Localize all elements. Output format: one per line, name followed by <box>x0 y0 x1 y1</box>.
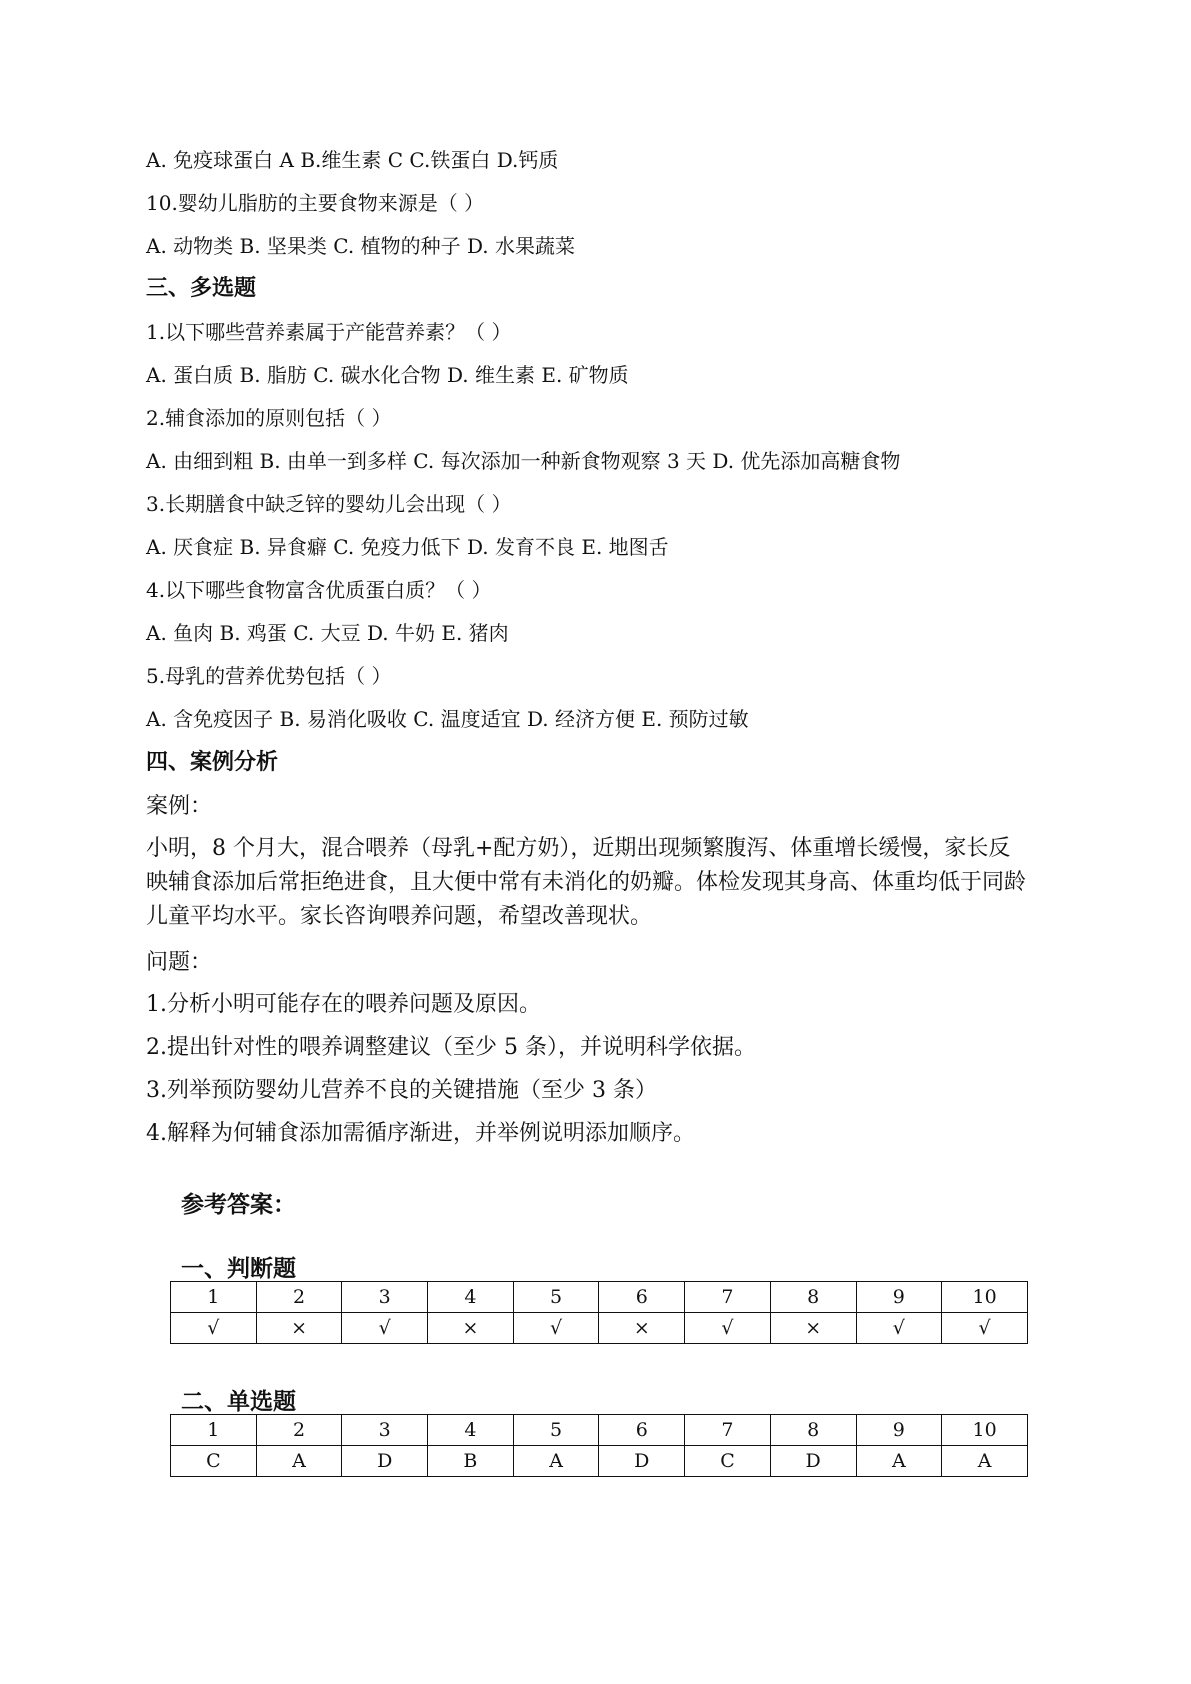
table-cell: 7 <box>685 1415 771 1446</box>
table-cell: 2 <box>256 1282 342 1313</box>
q10-options: A. 动物类 B. 坚果类 C. 植物的种子 D. 水果蔬菜 <box>146 234 575 258</box>
mc-q1: 1.以下哪些营养素属于产能营养素？（ ） <box>146 320 512 344</box>
table-cell: D <box>342 1446 428 1477</box>
table-cell: 3 <box>342 1415 428 1446</box>
table-row <box>171 1282 1028 1313</box>
mc-q3-options: A. 厌食症 B. 异食癖 C. 免疫力低下 D. 发育不良 E. 地图舌 <box>146 535 669 559</box>
judge-answers-table <box>170 1281 1028 1344</box>
table-cell: 1 <box>171 1415 257 1446</box>
table-cell: A <box>513 1446 599 1477</box>
table-cell: √ <box>342 1313 428 1344</box>
table-cell: 6 <box>599 1415 685 1446</box>
table-cell: × <box>256 1313 342 1344</box>
table-row <box>171 1446 1028 1477</box>
mc-q1-options: A. 蛋白质 B. 脂肪 C. 碳水化合物 D. 维生素 E. 矿物质 <box>146 363 629 387</box>
table-row <box>171 1313 1028 1344</box>
table-cell: 4 <box>428 1282 514 1313</box>
table-cell: 5 <box>513 1282 599 1313</box>
table-cell: D <box>599 1446 685 1477</box>
table-cell: 10 <box>942 1282 1028 1313</box>
table-cell: 7 <box>685 1282 771 1313</box>
table-cell: B <box>428 1446 514 1477</box>
question-label: 问题： <box>146 950 213 975</box>
table-cell: × <box>599 1313 685 1344</box>
case-question-2: 2.提出针对性的喂养调整建议（至少 5 条），并说明科学依据。 <box>146 1035 756 1060</box>
table-cell: √ <box>171 1313 257 1344</box>
table-cell: 3 <box>342 1282 428 1313</box>
table-cell: A <box>856 1446 942 1477</box>
table-cell: C <box>685 1446 771 1477</box>
table-cell: 9 <box>856 1415 942 1446</box>
table-cell: A <box>942 1446 1028 1477</box>
table-cell: 8 <box>770 1415 856 1446</box>
mc-q5-options: A. 含免疫因子 B. 易消化吸收 C. 温度适宜 D. 经济方便 E. 预防过敏 <box>146 707 749 731</box>
mc-q2: 2.辅食添加的原则包括（ ） <box>146 406 392 430</box>
case-question-3: 3.列举预防婴幼儿营养不良的关键措施（至少 3 条） <box>146 1078 657 1103</box>
q10-question: 10.婴幼儿脂肪的主要食物来源是（ ） <box>146 191 485 215</box>
case-question-4: 4.解释为何辅食添加需循序渐进，并举例说明添加顺序。 <box>146 1121 695 1146</box>
section-3-heading: 三、多选题 <box>146 276 257 301</box>
table-cell: 4 <box>428 1415 514 1446</box>
table-cell: × <box>770 1313 856 1344</box>
table-cell: 8 <box>770 1282 856 1313</box>
table-cell: 5 <box>513 1415 599 1446</box>
table-cell: √ <box>513 1313 599 1344</box>
case-label: 案例： <box>146 794 213 819</box>
mc-q2-options: A. 由细到粗 B. 由单一到多样 C. 每次添加一种新食物观察 3 天 D. 优先添加高糖食物 <box>146 449 901 473</box>
mc-q4: 4.以下哪些食物富含优质蛋白质？（ ） <box>146 578 492 602</box>
mc-q3: 3.长期膳食中缺乏锌的婴幼儿会出现（ ） <box>146 492 512 516</box>
q9-options: A. 免疫球蛋白 A B.维生素 C C.铁蛋白 D.钙质 <box>146 148 559 172</box>
case-text: 小明，8 个月大，混合喂养（母乳+配方奶），近期出现频繁腹泻、体重增长缓慢，家长反映辅食添加后常拒绝进食，且大便中常有未消化的奶瓣。体检发现其身高、体重均低于同龄儿童平均水平。家长咨询喂养问题，希望改善现状。 <box>146 836 1027 929</box>
mc-q5: 5.母乳的营养优势包括（ ） <box>146 664 392 688</box>
table-cell: C <box>171 1446 257 1477</box>
table-cell: √ <box>942 1313 1028 1344</box>
mc-q4-options: A. 鱼肉 B. 鸡蛋 C. 大豆 D. 牛奶 E. 猪肉 <box>146 621 509 645</box>
table-cell: 1 <box>171 1282 257 1313</box>
table-cell: × <box>428 1313 514 1344</box>
judge-answers-title: 一、判断题 <box>181 1256 296 1282</box>
case-question-1: 1.分析小明可能存在的喂养问题及原因。 <box>146 992 541 1017</box>
table-cell: A <box>256 1446 342 1477</box>
table-row <box>171 1415 1028 1446</box>
answers-title: 参考答案： <box>181 1192 296 1218</box>
single-answers-table <box>170 1414 1028 1477</box>
table-cell: √ <box>685 1313 771 1344</box>
table-cell: D <box>770 1446 856 1477</box>
single-answers-title: 二、单选题 <box>181 1389 296 1415</box>
section-4-heading: 四、案例分析 <box>146 750 279 775</box>
table-cell: 2 <box>256 1415 342 1446</box>
table-cell: 9 <box>856 1282 942 1313</box>
table-cell: 10 <box>942 1415 1028 1446</box>
table-cell: √ <box>856 1313 942 1344</box>
table-cell: 6 <box>599 1282 685 1313</box>
